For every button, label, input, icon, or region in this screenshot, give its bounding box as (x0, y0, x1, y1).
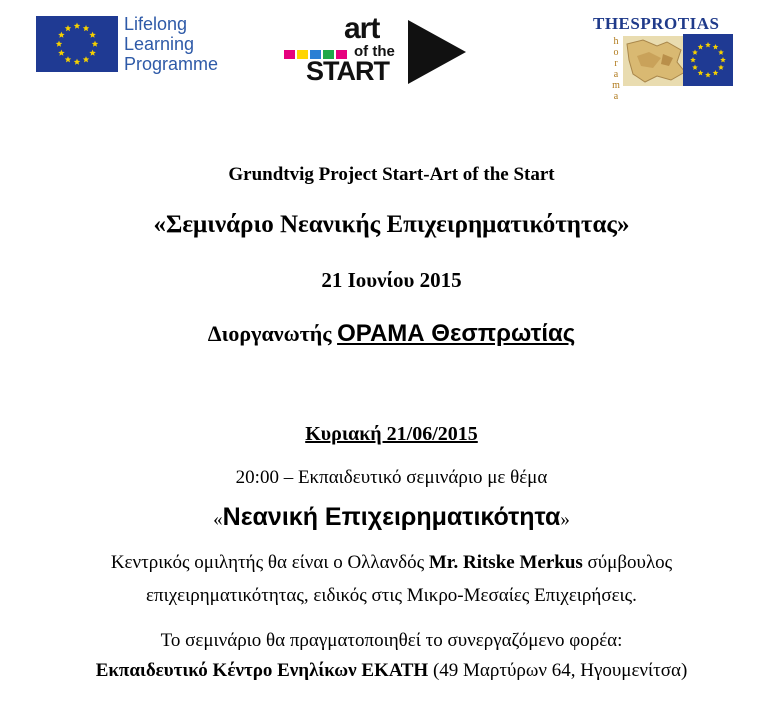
project-title: Grundtvig Project Start-Art of the Start (228, 164, 555, 185)
organizer-name: ΟΡΑΜΑ Θεσπρωτίας (337, 320, 576, 347)
star-icon (705, 72, 711, 77)
star-icon (698, 44, 704, 49)
quote-open: « (213, 509, 223, 530)
topic-text: Νεανική Επιχειρηματικότητα (222, 503, 561, 531)
venue-line (0, 660, 783, 682)
thesprotias-title: THESPROTIAS (593, 14, 720, 33)
vertical-letter: h (613, 36, 619, 47)
vertical-letter: m (612, 80, 620, 91)
star-icon (65, 56, 71, 62)
star-icon (692, 65, 698, 70)
venue-name: Εκπαιδευτικό Κέντρο Ενηλίκων ΕΚΑΤΗ (95, 660, 429, 681)
vertical-letter: r (614, 58, 618, 69)
lifelong-learning-logo (36, 14, 236, 76)
speaker-line (0, 552, 783, 574)
star-icon (65, 25, 71, 31)
star-icon (89, 50, 95, 56)
color-square (284, 50, 295, 59)
logo-bar (0, 0, 783, 100)
organizer-line (0, 320, 783, 348)
vertical-letter: o (613, 47, 619, 58)
star-icon (705, 42, 711, 47)
star-icon (713, 44, 719, 49)
star-icon (83, 56, 89, 62)
speaker-suffix: σύμβουλος (582, 552, 673, 573)
art-of-the-start-logo (284, 12, 468, 86)
thesprotias-logo (593, 14, 743, 102)
star-icon (74, 23, 80, 29)
logo-text-line: Programme (124, 54, 219, 74)
star-icon (58, 50, 64, 56)
event-date: 21 Ιουνίου 2015 (321, 268, 462, 292)
star-icon (56, 41, 62, 47)
horama-vertical-text (611, 36, 621, 102)
quote-close: » (560, 509, 570, 530)
speaker-name: Mr. Ritske Merkus (428, 552, 583, 573)
star-icon (718, 50, 724, 55)
logo-text-line: Lifelong (124, 14, 188, 34)
venue-intro: Το σεμινάριο θα πραγματοποιηθεί το συνεργαζόμενο φορέα: (160, 630, 623, 651)
seminar-title: «Σεμινάριο Νεανικής Επιχειρηματικότητας» (153, 211, 630, 238)
vertical-letter: a (613, 69, 619, 80)
star-icon (718, 65, 724, 70)
venue-address: (49 Μαρτύρων 64, Ηγουμενίτσα) (428, 660, 688, 681)
schedule-day: Κυριακή 21/06/2015 (305, 423, 478, 445)
logo-word-art: art (344, 12, 380, 45)
star-icon (690, 57, 696, 62)
organizer-label: Διοργανωτής (207, 321, 338, 346)
logo-word-start: START (306, 56, 389, 86)
logo-text-line: Learning (124, 34, 195, 54)
lifelong-learning-text (124, 14, 218, 74)
speaker-description: επιχειρηματικότητας, ειδικός στις Μικρο-Μεσαίες Επιχειρήσεις. (146, 585, 637, 606)
star-icon (83, 25, 89, 31)
vertical-letter: a (613, 91, 619, 102)
star-icon (698, 70, 704, 75)
star-icon (692, 50, 698, 55)
eu-flag-icon (683, 34, 733, 86)
star-icon (58, 32, 64, 38)
eu-flag-icon (36, 16, 118, 72)
star-icon (89, 32, 95, 38)
star-icon (74, 59, 80, 65)
logo-word-of-the: of the (354, 43, 395, 60)
play-triangle-icon (408, 20, 468, 84)
speaker-prefix: Κεντρικός ομιλητής θα είναι ο Ολλανδός (110, 552, 429, 573)
color-squares-icon (284, 46, 349, 55)
star-icon (92, 41, 98, 47)
star-icon (713, 70, 719, 75)
star-icon (720, 57, 726, 62)
schedule-time-line: 20:00 – Εκπαιδευτικό σεμινάριο με θέμα (235, 467, 548, 488)
seminar-topic (0, 503, 783, 532)
